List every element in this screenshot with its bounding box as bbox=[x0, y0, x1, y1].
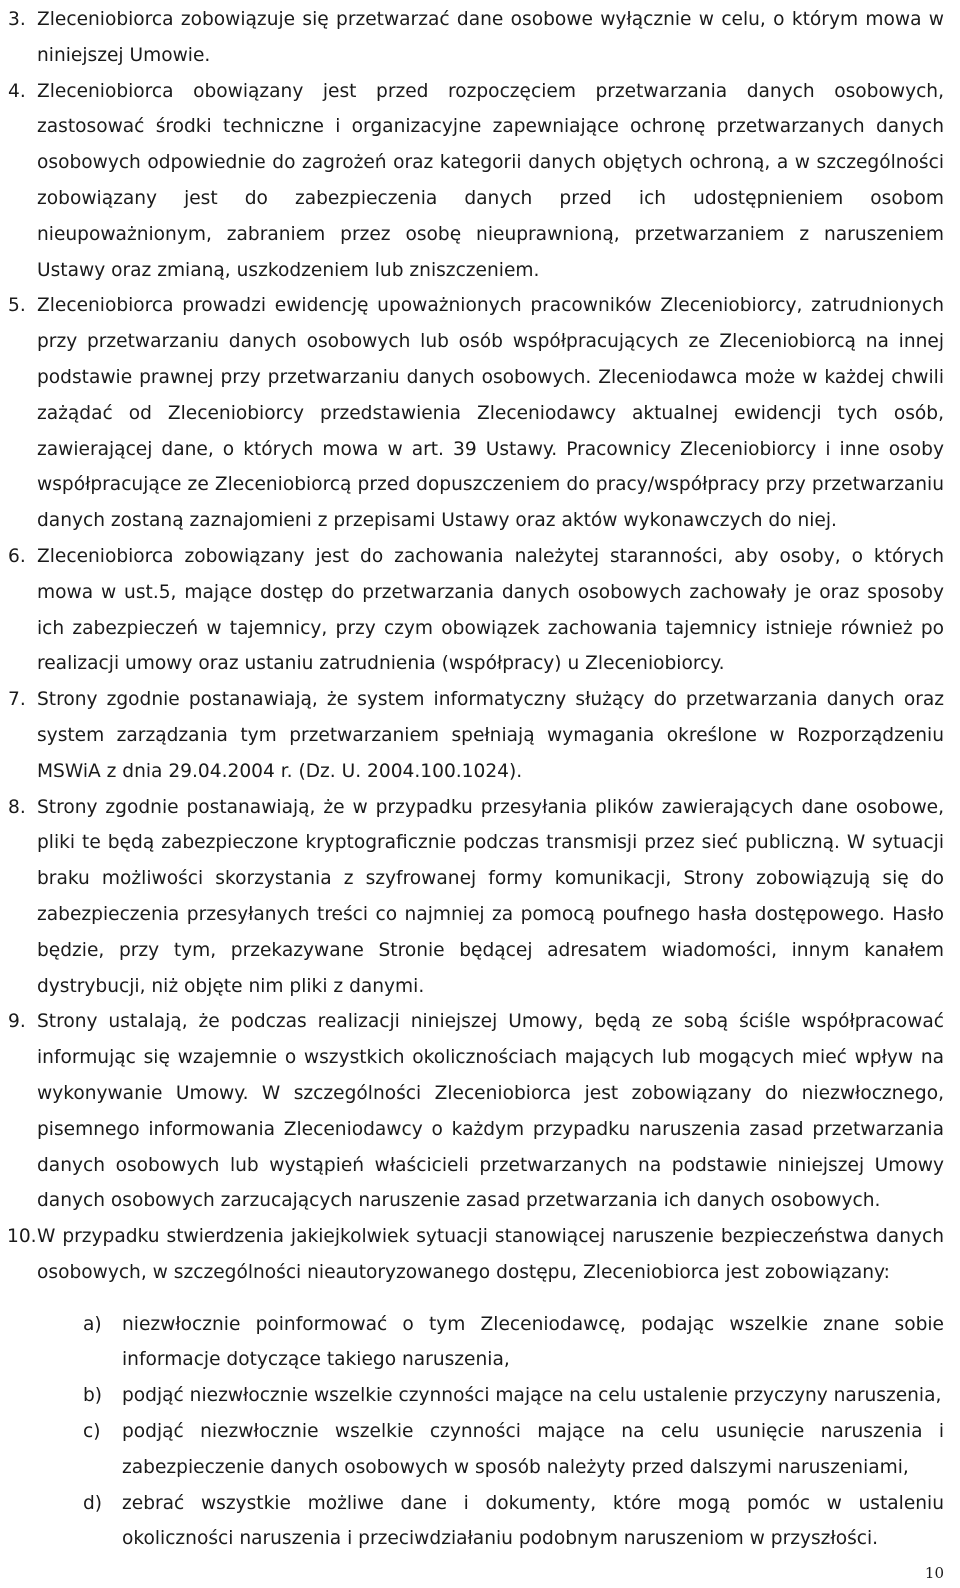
sub-item-b bbox=[84, 1378, 944, 1414]
clause-3 bbox=[8, 2, 944, 74]
sub-item-text: niezwłocznie poinformować o tym Zleceniodawcę, podając wszelkie znane sobie informacje dotyczące takiego naruszenia, bbox=[122, 1313, 944, 1371]
clause-number: 10. bbox=[7, 1226, 37, 1248]
clause-number: 3. bbox=[8, 9, 26, 30]
clause-5 bbox=[8, 288, 944, 539]
clause-number: 9. bbox=[8, 1011, 26, 1033]
clause-10 bbox=[8, 1219, 944, 1557]
clause-text: Zleceniobiorca prowadzi ewidencję upoważnionych pracowników Zleceniobiorcy, zatrudnionych przy przetwarzaniu danych osobowych lub osób współpracujących ze Zleceniobiorcą na innej podstawie prawnej przy przetwarzaniu danych osobowych. Zleceniodawca może w każdej chwili zażądać od Zleceniobiorcy przedstawienia Zleceniodawcy aktualnej ewidencji tych osób, zawierającej dane, o których mowa w art. 39 Ustawy. Pracownicy Zleceniobiorcy i inne osoby współpracujące ze Zleceniobiorcą przed dopuszczeniem do pracy/współpracy przy przetwarzaniu danych zostaną zaznajomieni z przepisami Ustawy oraz aktów wykonawczych do niej. bbox=[37, 295, 944, 532]
sub-item-text: podjąć niezwłocznie wszelkie czynności mające na celu usunięcie naruszenia i zabezpieczenie danych osobowych w sposób należyty przed dalszymi naruszeniami, bbox=[122, 1421, 944, 1478]
clause-9 bbox=[8, 1004, 944, 1219]
clause-text: Strony zgodnie postanawiają, że system informatyczny służący do przetwarzania danych oraz system zarządzania tym przetwarzaniem spełniają wymagania określone w Rozporządzeniu MSWiA z dnia 29.04.2004 r. (Dz. U. 2004.100.1024). bbox=[37, 689, 944, 782]
clause-text: Strony zgodnie postanawiają, że w przypadku przesyłania plików zawierających dane osobowe, pliki te będą zabezpieczone kryptograficznie podczas transmisji przez sieć publiczną. W sytuacji braku możliwości skorzystania z szyfrowanej formy komunikacji, Strony zobowiązują się do zabezpieczenia przesyłanych treści co najmniej za pomocą poufnego hasła dostępowego. Hasło będzie, przy tym, przekazywane Stronie będącej adresatem wiadomości, innym kanałem dystrybucji, niż objęte nim pliki z danymi. bbox=[37, 796, 944, 997]
clause-number: 4. bbox=[8, 80, 26, 102]
sub-item-list bbox=[37, 1307, 944, 1558]
sub-item-d bbox=[84, 1486, 944, 1558]
clause-7 bbox=[8, 682, 944, 789]
clause-text: Zleceniobiorca zobowiązuje się przetwarzać dane osobowe wyłącznie w celu, o którym mowa w niniejszej Umowie. bbox=[37, 9, 944, 66]
clause-number: 6. bbox=[8, 545, 26, 567]
sub-item-text: podjąć niezwłocznie wszelkie czynności mające na celu ustalenie przyczyny naruszenia, bbox=[122, 1385, 942, 1407]
sub-item-letter: a) bbox=[83, 1313, 102, 1335]
clause-6 bbox=[8, 539, 944, 682]
sub-item-text: zebrać wszystkie możliwe dane i dokumenty, które mogą pomóc w ustaleniu okoliczności naruszenia i przeciwdziałaniu podobnym naruszeniom w przyszłości. bbox=[122, 1492, 944, 1550]
sub-item-a bbox=[84, 1307, 944, 1379]
clause-text: Strony ustalają, że podczas realizacji niniejszej Umowy, będą ze sobą ściśle współpracować informując się wzajemnie o wszystkich okolicznościach mających lub mogących mieć wpływ na wykonywanie Umowy. W szczególności Zleceniobiorca jest zobowiązany do niezwłocznego, pisemnego informowania Zleceniodawcy o każdym przypadku naruszenia zasad przetwarzania danych osobowych lub wystąpień właścicieli przetwarzanych na podstawie niniejszej Umowy danych osobowych zarzucających naruszenie zasad przetwarzania ich danych osobowych. bbox=[37, 1011, 944, 1212]
sub-item-c bbox=[84, 1414, 944, 1486]
sub-item-letter: d) bbox=[83, 1492, 103, 1514]
clause-4 bbox=[8, 74, 944, 289]
clause-text: Zleceniobiorca zobowiązany jest do zachowania należytej staranności, aby osoby, o których mowa w ust.5, mające dostęp do przetwarzania danych osobowych zachowały je oraz sposoby ich zabezpieczeń w tajemnicy, przy czym obowiązek zachowania tajemnicy istnieje również po realizacji umowy oraz ustaniu zatrudnienia (współpracy) u Zleceniobiorcy. bbox=[37, 545, 944, 675]
clause-8 bbox=[8, 790, 944, 1005]
clause-list bbox=[8, 2, 944, 1557]
page-number: 10 bbox=[924, 1564, 944, 1582]
clause-number: 5. bbox=[8, 295, 26, 317]
clause-number: 7. bbox=[8, 689, 26, 711]
clause-text: W przypadku stwierdzenia jakiejkolwiek sytuacji stanowiącej naruszenie bezpieczeństwa danych osobowych, w szczególności nieautoryzowanego dostępu, Zleceniobiorca jest zobowiązany: bbox=[37, 1226, 944, 1283]
clause-text: Zleceniobiorca obowiązany jest przed rozpoczęciem przetwarzania danych osobowych, zastosować środki techniczne i organizacyjne zapewniające ochronę przetwarzanych danych osobowych odpowiednie do zagrożeń oraz kategorii danych objętych ochroną, a w szczególności zobowiązany jest do zabezpieczenia danych przed ich udostępnieniem osobom nieupoważnionym, zabraniem przez osobę nieuprawnioną, przetwarzaniem z naruszeniem Ustawy oraz zmianą, uszkodzeniem lub zniszczeniem. bbox=[37, 80, 944, 281]
sub-item-letter: c) bbox=[83, 1421, 101, 1443]
sub-item-letter: b) bbox=[83, 1385, 103, 1407]
clause-number: 8. bbox=[8, 796, 26, 818]
